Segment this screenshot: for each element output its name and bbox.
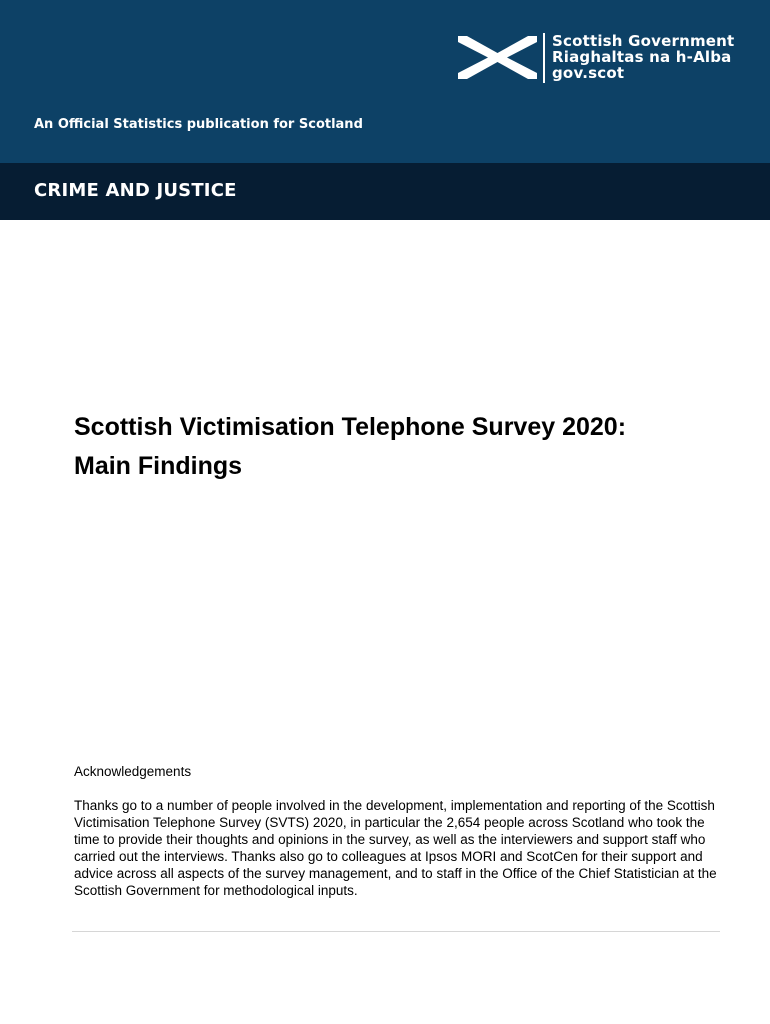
logo-line-english: Scottish Government: [552, 32, 735, 50]
logo-divider: [543, 33, 545, 83]
logo-line-website: gov.scot: [552, 64, 625, 82]
acknowledgements-heading: Acknowledgements: [74, 764, 192, 779]
section-title: CRIME AND JUSTICE: [34, 180, 237, 201]
acknowledgements-body: Thanks go to a number of people involved in the development, implementation and reporting of the Scottish Victimisation Telephone Survey (SVTS) 2020, in particular the 2,654 people across Scotland who took the time to provide their thoughts and opinions in the survey, as well as the interviewers and support staff who carried out the interviews. Thanks also go to colleagues at Ipsos MORI and ScotCen for their support and advice across all aspects of the survey management, and to staff in the Office of the Chief Statistician at the Scottish Government for methodological inputs.: [74, 798, 717, 898]
scottish-government-logo: [458, 33, 748, 85]
title-line-1: Scottish Victimisation Telephone Survey 2020:: [74, 413, 627, 441]
logo-text: [552, 33, 734, 81]
divider-line: [72, 931, 720, 932]
saltire-flag-icon: [458, 36, 537, 79]
title-line-2: Main Findings: [74, 452, 243, 480]
document-title: [74, 408, 734, 486]
official-statistics-label: An Official Statistics publication for Scotland: [34, 117, 363, 132]
logo-line-gaelic: Riaghaltas na h-Alba: [552, 48, 732, 66]
